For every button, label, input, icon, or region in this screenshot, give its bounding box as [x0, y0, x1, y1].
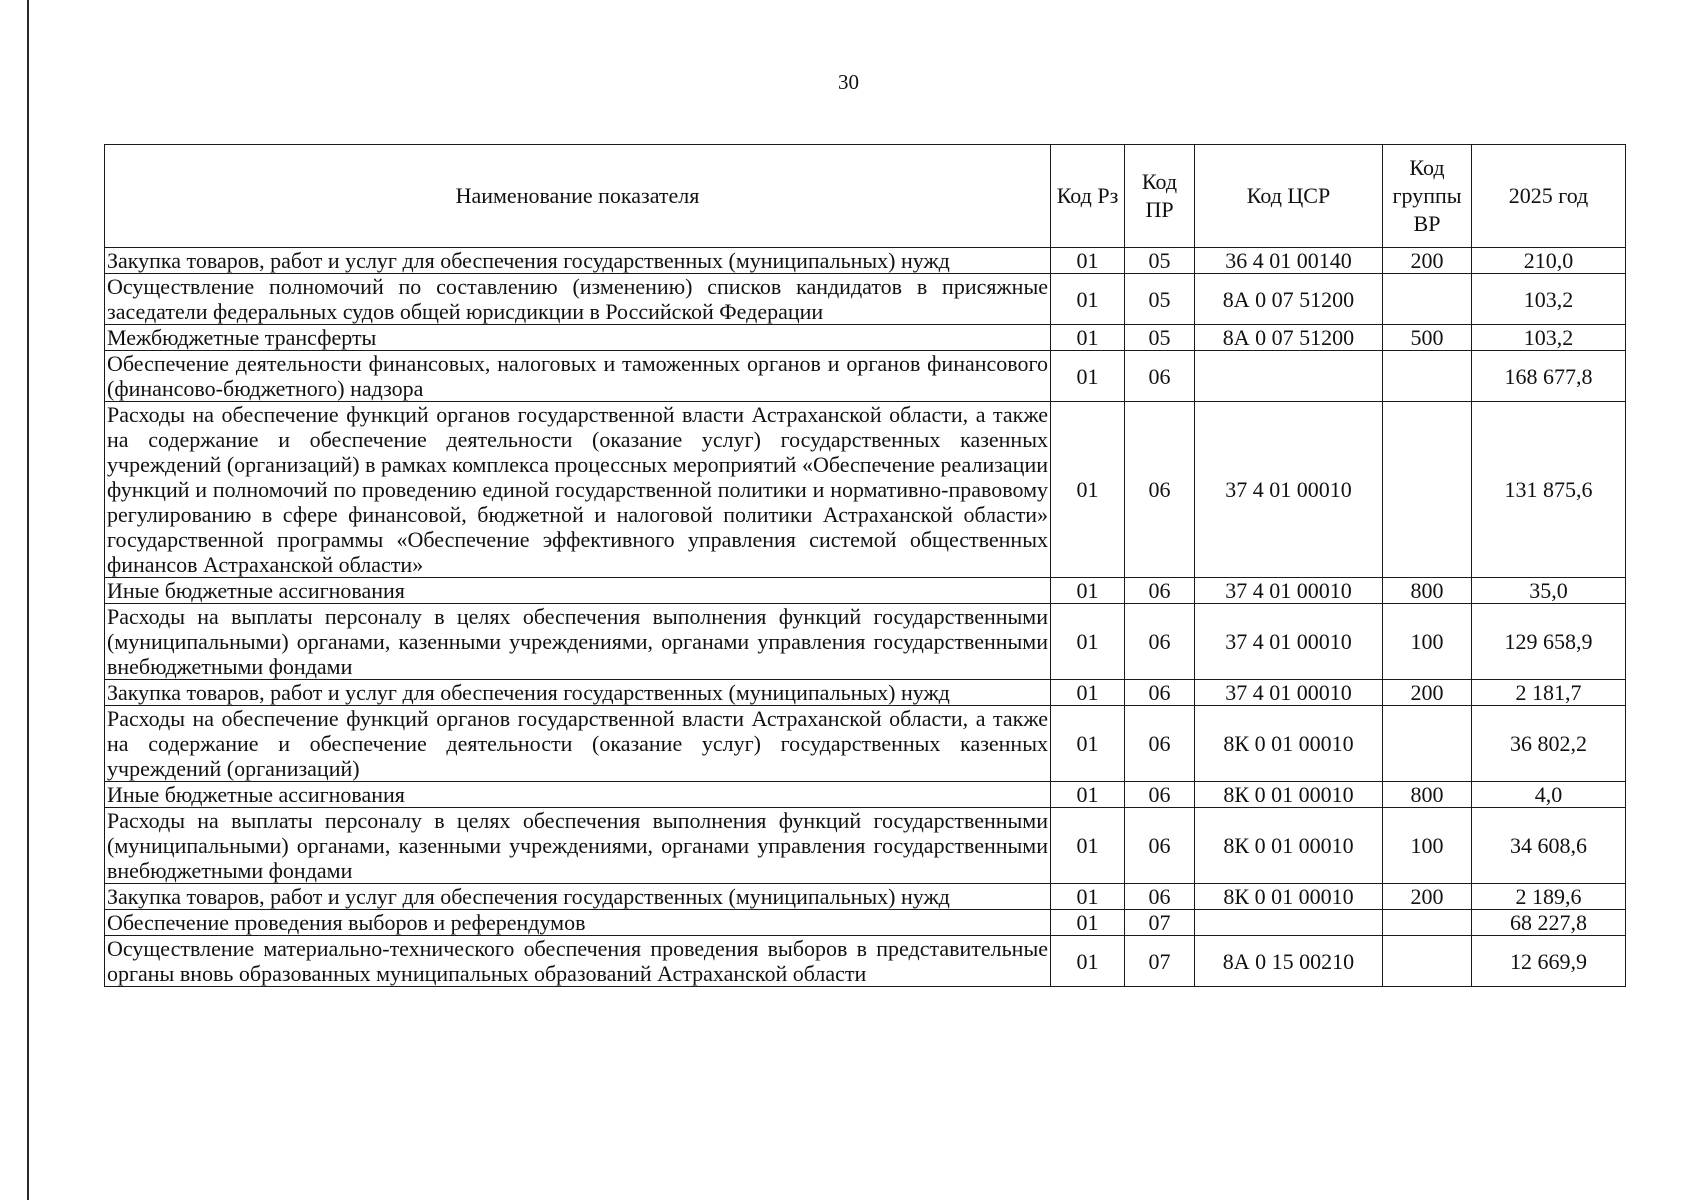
page-number: 30	[838, 70, 859, 94]
row-vr: 200	[1383, 680, 1472, 706]
header-name: Наименование показателя	[105, 145, 1051, 248]
row-rz: 01	[1051, 936, 1125, 987]
row-rz: 01	[1051, 248, 1125, 274]
row-vr	[1383, 936, 1472, 987]
table-row	[105, 351, 1626, 402]
row-vr	[1383, 910, 1472, 936]
row-pr: 07	[1125, 910, 1195, 936]
row-amount: 12 669,9	[1472, 936, 1626, 987]
row-pr: 06	[1125, 884, 1195, 910]
header-rz: Код Рз	[1051, 145, 1125, 248]
row-name: Обеспечение проведения выборов и референдумов	[105, 910, 1051, 936]
row-amount: 2 181,7	[1472, 680, 1626, 706]
row-rz: 01	[1051, 402, 1125, 578]
row-rz: 01	[1051, 910, 1125, 936]
table-row	[105, 680, 1626, 706]
row-vr	[1383, 351, 1472, 402]
row-pr: 06	[1125, 402, 1195, 578]
row-vr	[1383, 706, 1472, 782]
row-amount: 103,2	[1472, 325, 1626, 351]
row-csr	[1195, 910, 1383, 936]
row-amount: 36 802,2	[1472, 706, 1626, 782]
row-pr: 05	[1125, 274, 1195, 325]
row-vr: 200	[1383, 248, 1472, 274]
header-pr: Код ПР	[1125, 145, 1195, 248]
header-csr: Код ЦСР	[1195, 145, 1383, 248]
row-vr	[1383, 402, 1472, 578]
row-csr: 8А 0 07 51200	[1195, 325, 1383, 351]
row-name: Закупка товаров, работ и услуг для обеспечения государственных (муниципальных) нужд	[105, 884, 1051, 910]
row-csr: 8К 0 01 00010	[1195, 808, 1383, 884]
row-amount: 34 608,6	[1472, 808, 1626, 884]
row-csr: 36 4 01 00140	[1195, 248, 1383, 274]
row-csr: 8К 0 01 00010	[1195, 884, 1383, 910]
row-rz: 01	[1051, 274, 1125, 325]
table-row	[105, 248, 1626, 274]
row-name: Осуществление материально-технического обеспечения проведения выборов в представительные органы вновь образованных муниципальных образований Астраханской области	[105, 936, 1051, 987]
row-vr: 800	[1383, 782, 1472, 808]
row-name: Осуществление полномочий по составлению (изменению) списков кандидатов в присяжные заседатели федеральных судов общей юрисдикции в Российской Федерации	[105, 274, 1051, 325]
row-name: Расходы на обеспечение функций органов государственной власти Астраханской области, а также на содержание и обеспечение деятельности (оказание услуг) государственных казенных учреждений (организаций) в рамках комплекса процессных мероприятий «Обеспечение реализации функций и полномочий по проведению единой государственной политики и нормативно-правовому регулированию в сфере финансовой, бюджетной и налоговой политики Астраханской области» государственной программы «Обеспечение эффективного управления системой общественных финансов Астраханской области»	[105, 402, 1051, 578]
row-rz: 01	[1051, 782, 1125, 808]
row-amount: 68 227,8	[1472, 910, 1626, 936]
row-amount: 35,0	[1472, 578, 1626, 604]
row-rz: 01	[1051, 884, 1125, 910]
row-pr: 06	[1125, 808, 1195, 884]
row-name: Иные бюджетные ассигнования	[105, 782, 1051, 808]
row-csr: 8К 0 01 00010	[1195, 706, 1383, 782]
header-year: 2025 год	[1472, 145, 1626, 248]
row-csr: 8А 0 07 51200	[1195, 274, 1383, 325]
row-csr: 37 4 01 00010	[1195, 680, 1383, 706]
table-row	[105, 274, 1626, 325]
row-pr: 07	[1125, 936, 1195, 987]
row-csr: 8А 0 15 00210	[1195, 936, 1383, 987]
budget-table	[104, 144, 1626, 987]
row-name: Закупка товаров, работ и услуг для обеспечения государственных (муниципальных) нужд	[105, 248, 1051, 274]
row-csr: 37 4 01 00010	[1195, 604, 1383, 680]
row-name: Расходы на выплаты персоналу в целях обеспечения выполнения функций государственными (муниципальными) органами, казенными учреждениями, органами управления государственными внебюджетными фондами	[105, 808, 1051, 884]
table-header-row	[105, 145, 1626, 248]
row-pr: 06	[1125, 706, 1195, 782]
row-rz: 01	[1051, 325, 1125, 351]
row-pr: 05	[1125, 248, 1195, 274]
row-amount: 129 658,9	[1472, 604, 1626, 680]
row-rz: 01	[1051, 578, 1125, 604]
page-margin-line	[27, 0, 29, 1200]
row-csr: 8К 0 01 00010	[1195, 782, 1383, 808]
row-name: Иные бюджетные ассигнования	[105, 578, 1051, 604]
row-csr: 37 4 01 00010	[1195, 402, 1383, 578]
row-vr: 800	[1383, 578, 1472, 604]
row-csr: 37 4 01 00010	[1195, 578, 1383, 604]
row-csr	[1195, 351, 1383, 402]
row-name: Обеспечение деятельности финансовых, налоговых и таможенных органов и органов финансового (финансово-бюджетного) надзора	[105, 351, 1051, 402]
header-vr: Код группы ВР	[1383, 145, 1472, 248]
row-rz: 01	[1051, 680, 1125, 706]
row-pr: 06	[1125, 680, 1195, 706]
row-vr: 200	[1383, 884, 1472, 910]
table-row	[105, 578, 1626, 604]
row-amount: 168 677,8	[1472, 351, 1626, 402]
table-row	[105, 325, 1626, 351]
row-pr: 05	[1125, 325, 1195, 351]
row-rz: 01	[1051, 706, 1125, 782]
row-name: Расходы на обеспечение функций органов государственной власти Астраханской области, а также на содержание и обеспечение деятельности (оказание услуг) государственных казенных учреждений (организаций)	[105, 706, 1051, 782]
row-name: Межбюджетные трансферты	[105, 325, 1051, 351]
table-row	[105, 402, 1626, 578]
table-row	[105, 604, 1626, 680]
row-rz: 01	[1051, 808, 1125, 884]
row-vr: 100	[1383, 604, 1472, 680]
row-vr: 500	[1383, 325, 1472, 351]
table-row	[105, 936, 1626, 987]
row-amount: 4,0	[1472, 782, 1626, 808]
row-amount: 2 189,6	[1472, 884, 1626, 910]
row-amount: 103,2	[1472, 274, 1626, 325]
table-row	[105, 706, 1626, 782]
row-vr: 100	[1383, 808, 1472, 884]
row-pr: 06	[1125, 604, 1195, 680]
row-vr	[1383, 274, 1472, 325]
row-pr: 06	[1125, 782, 1195, 808]
table-row	[105, 884, 1626, 910]
row-amount: 210,0	[1472, 248, 1626, 274]
row-name: Закупка товаров, работ и услуг для обеспечения государственных (муниципальных) нужд	[105, 680, 1051, 706]
row-name: Расходы на выплаты персоналу в целях обеспечения выполнения функций государственными (муниципальными) органами, казенными учреждениями, органами управления государственными внебюджетными фондами	[105, 604, 1051, 680]
row-pr: 06	[1125, 578, 1195, 604]
row-rz: 01	[1051, 351, 1125, 402]
table-row	[105, 910, 1626, 936]
table-row	[105, 808, 1626, 884]
row-amount: 131 875,6	[1472, 402, 1626, 578]
row-rz: 01	[1051, 604, 1125, 680]
row-pr: 06	[1125, 351, 1195, 402]
table-row	[105, 782, 1626, 808]
